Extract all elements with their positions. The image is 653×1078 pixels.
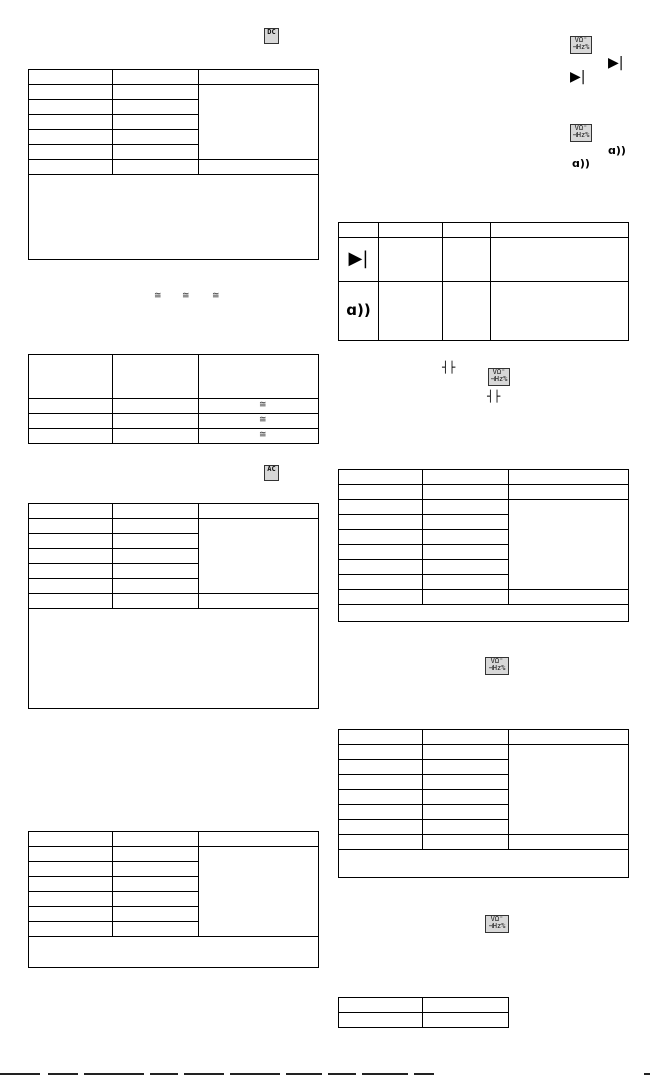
vohm-hz-icon-top: VΩ⁼ — [574, 124, 588, 132]
footer-strip — [0, 1070, 653, 1078]
table-row — [339, 485, 629, 500]
vohm-hz-icon — [485, 657, 509, 675]
dc-spec-table — [28, 69, 319, 260]
ac-spec-table — [28, 503, 319, 709]
dc-ac-range-table — [28, 354, 319, 444]
table-row — [339, 745, 629, 760]
table-row — [29, 519, 319, 534]
table-row — [29, 85, 319, 100]
table-row — [29, 414, 319, 429]
dc-ac-symbol-row3: ≅ — [259, 430, 267, 440]
dc-mode-icon-label: DC — [267, 28, 276, 36]
table-notes-row — [339, 850, 629, 878]
vohm-hz-icon-top: VΩ⁼ — [490, 915, 504, 923]
ac-mode-icon-label: AC — [267, 465, 276, 473]
vohm-hz-icon-bottom: ⊣Hz% — [488, 664, 506, 672]
table-row — [339, 1013, 509, 1028]
vohm-hz-icon — [570, 36, 592, 54]
table-notes-row — [29, 937, 319, 968]
dc-mode-icon — [264, 28, 279, 44]
table-row — [339, 998, 509, 1013]
table-row — [29, 399, 319, 414]
table-row — [29, 847, 319, 862]
diode-continuity-table — [338, 222, 629, 341]
table-row — [339, 470, 629, 485]
vohm-hz-icon-bottom: ⊣Hz% — [488, 922, 506, 930]
vohm-hz-icon — [485, 915, 509, 933]
table-row — [29, 160, 319, 175]
diode-icon: ▶| — [608, 55, 624, 71]
vohm-hz-icon-bottom: ⊣Hz% — [572, 43, 590, 51]
table-row — [339, 500, 629, 515]
table-row — [339, 730, 629, 745]
diode-icon: ▶| — [570, 69, 586, 85]
table-row — [29, 70, 319, 85]
table-notes-row — [339, 605, 629, 622]
ac-mode-icon — [264, 465, 279, 481]
table-row — [339, 590, 629, 605]
capacitance-spec-table — [338, 469, 629, 622]
table-notes-row — [29, 175, 319, 260]
table-row — [29, 504, 319, 519]
dc-ac-symbol-1: ≅ — [154, 291, 162, 301]
table-row — [29, 594, 319, 609]
capacitor-icon: ┤├ — [487, 390, 501, 403]
dc-ac-symbol-row1: ≅ — [259, 400, 267, 410]
continuity-icon: ɑ)) — [346, 301, 371, 319]
vohm-hz-icon — [570, 124, 592, 142]
dc-ac-symbol-row2: ≅ — [259, 415, 267, 425]
table-header-row — [29, 355, 319, 399]
table-row — [339, 835, 629, 850]
vohm-hz-icon-bottom: ⊣Hz% — [490, 375, 508, 383]
table-row — [29, 429, 319, 444]
frequency-spec-table — [338, 729, 629, 878]
vohm-hz-icon-bottom: ⊣Hz% — [572, 131, 590, 139]
table-notes-row — [29, 609, 319, 709]
table-row — [339, 238, 629, 282]
table-row — [339, 223, 629, 238]
diode-icon: ▶| — [348, 247, 369, 269]
table-row — [339, 282, 629, 341]
table-row — [29, 832, 319, 847]
vohm-hz-icon-top: VΩ⁼ — [490, 657, 504, 665]
continuity-icon: ɑ)) — [572, 157, 590, 170]
vohm-hz-icon-top: VΩ⁼ — [492, 368, 506, 376]
capacitor-icon: ┤├ — [442, 361, 456, 374]
duty-cycle-table — [338, 997, 509, 1028]
vohm-hz-icon-top: VΩ⁼ — [574, 36, 588, 44]
continuity-icon: ɑ)) — [608, 144, 626, 157]
resistance-spec-table — [28, 831, 319, 968]
vohm-hz-icon — [488, 368, 510, 386]
dc-ac-symbol-3: ≅ — [212, 291, 220, 301]
dc-ac-symbol-2: ≅ — [182, 291, 190, 301]
